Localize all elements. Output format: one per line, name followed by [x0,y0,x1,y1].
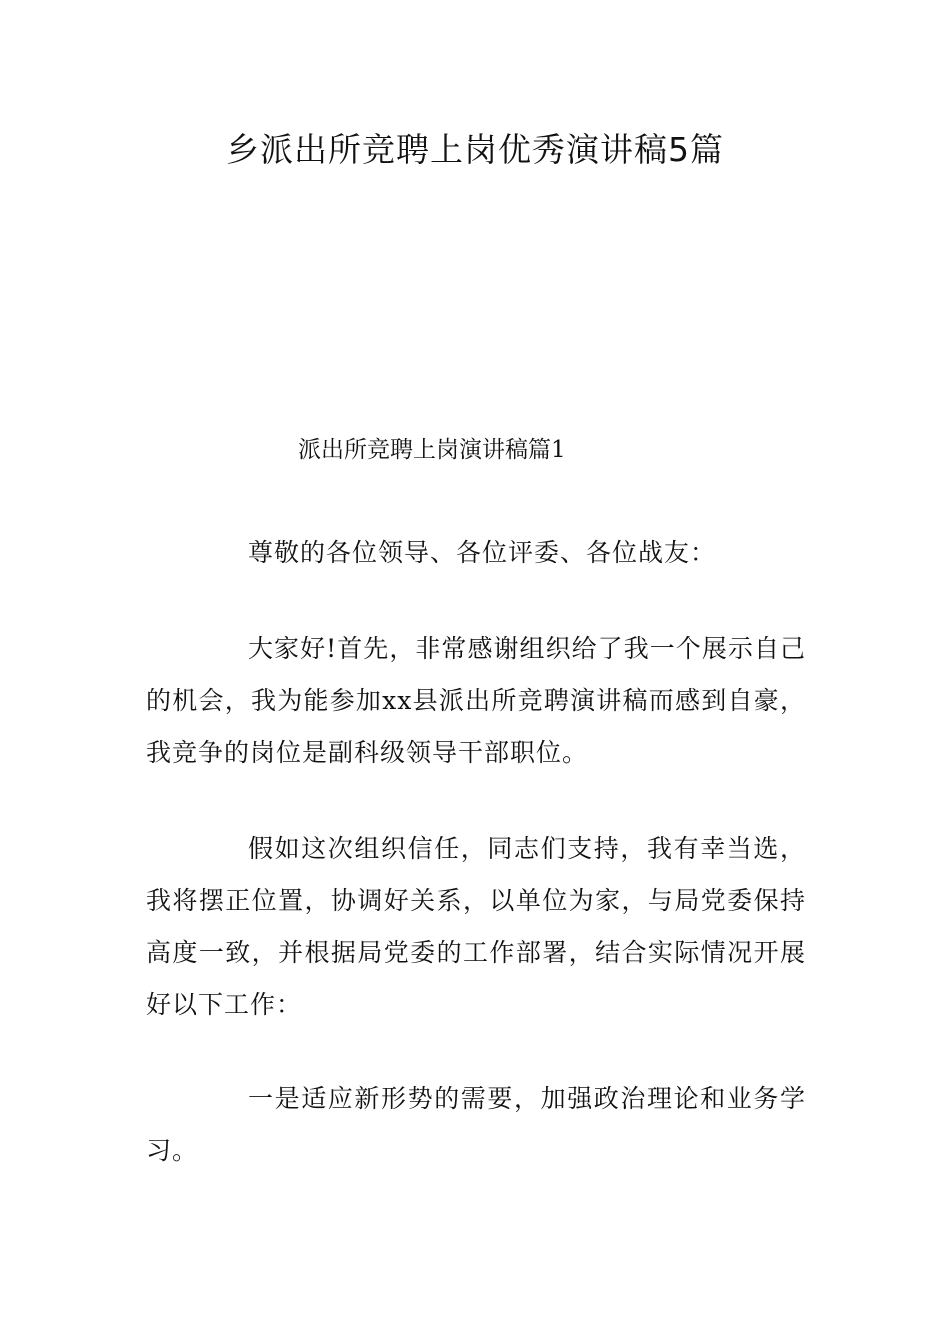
body-paragraph-2: 假如这次组织信任，同志们支持，我有幸当选，我将摆正位置，协调好关系，以单位为家，与局党委保持高度一致，并根据局党委的工作部署，结合实际情况开展好以下工作： [146,834,806,1019]
body-paragraph-1: 大家好!首先，非常感谢组织给了我一个展示自己的机会，我为能参加xx县派出所竞聘演讲稿而感到自豪，我竞争的岗位是副科级领导干部职位。 [146,634,806,767]
body-paragraph-3: 一是适应新形势的需要，加强政治理论和业务学习。 [146,1084,806,1165]
greeting-paragraph: 尊敬的各位领导、各位评委、各位战友： [248,538,717,567]
document-title: 乡派出所竞聘上岗优秀演讲稿5篇 [226,130,724,169]
section-heading: 派出所竞聘上岗演讲稿篇1 [298,437,566,463]
